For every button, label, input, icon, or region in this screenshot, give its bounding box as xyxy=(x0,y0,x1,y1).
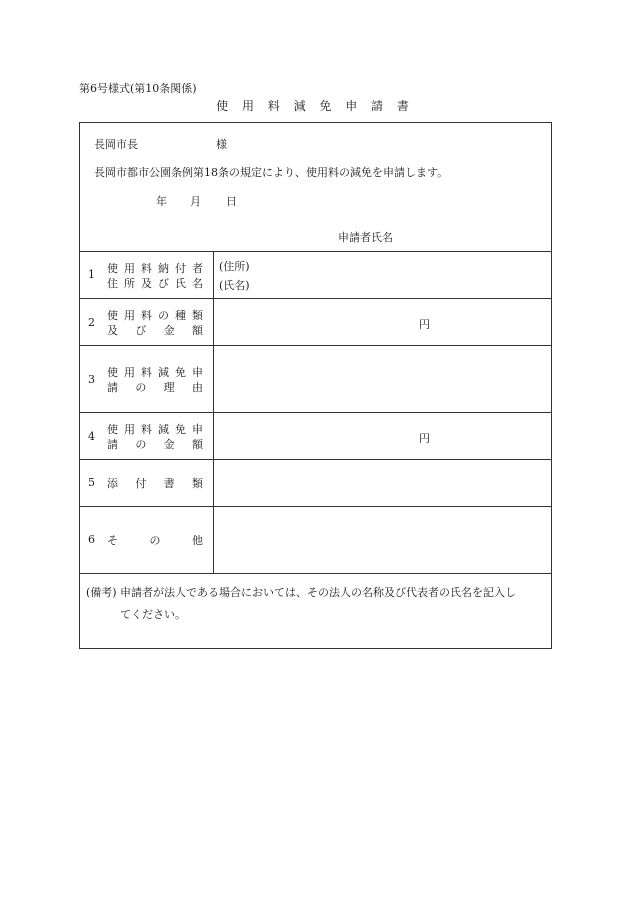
statement: 長岡市都市公園条例第18条の規定により、使用料の減免を申請します。 xyxy=(94,166,449,179)
row-number: 1 xyxy=(88,268,95,281)
remarks-text-line2: てください。 xyxy=(120,608,186,621)
exemption-amount-label-line2: 請の金額 xyxy=(107,438,203,451)
date-year[interactable]: 年 xyxy=(156,195,167,208)
row-number: 3 xyxy=(88,373,95,386)
fee-amount-field[interactable]: 円 xyxy=(419,318,430,331)
exemption-amount-label: 使用料減免申 xyxy=(107,423,203,436)
application-form xyxy=(79,122,552,649)
form-title: 使 用 料 減 免 申 請 書 xyxy=(216,99,414,113)
payer-label-line2: 住所及び氏名 xyxy=(107,277,203,290)
reason-label-line2: 請の理由 xyxy=(107,381,203,394)
fee-type-label-line2: 及び金額 xyxy=(107,324,203,337)
other-label: その他 xyxy=(107,534,203,547)
row-number: 6 xyxy=(88,533,95,546)
date-day[interactable]: 日 xyxy=(226,195,237,208)
row-divider xyxy=(80,251,551,252)
row-divider xyxy=(80,412,551,413)
row-divider xyxy=(80,573,551,574)
name-field[interactable]: (氏名) xyxy=(219,279,250,292)
reason-label: 使用料減免申 xyxy=(107,366,203,379)
applicant-name-label: 申請者氏名 xyxy=(338,231,393,244)
row-number: 4 xyxy=(88,430,95,443)
form-number: 第6号様式(第10条関係) xyxy=(79,82,197,95)
reason-field[interactable] xyxy=(214,346,552,412)
fee-type-label: 使用料の種類 xyxy=(107,309,203,322)
exemption-amount-field[interactable]: 円 xyxy=(419,432,430,445)
attachments-label: 添付書類 xyxy=(107,477,203,490)
remarks-text: 申請者が法人である場合においては、その法人の名称及び代表者の氏名を記入し xyxy=(120,586,516,599)
row-divider xyxy=(80,298,551,299)
date-month[interactable]: 月 xyxy=(190,195,201,208)
payer-label: 使用料納付者 xyxy=(107,262,203,275)
other-field[interactable] xyxy=(214,507,552,573)
addressee: 長岡市長 xyxy=(94,138,138,151)
row-number: 5 xyxy=(88,476,95,489)
honorific: 様 xyxy=(216,138,227,151)
row-number: 2 xyxy=(88,316,95,329)
remarks-label: (備考) xyxy=(86,586,117,599)
address-field[interactable]: (住所) xyxy=(219,260,250,273)
attachments-field[interactable] xyxy=(214,460,552,506)
